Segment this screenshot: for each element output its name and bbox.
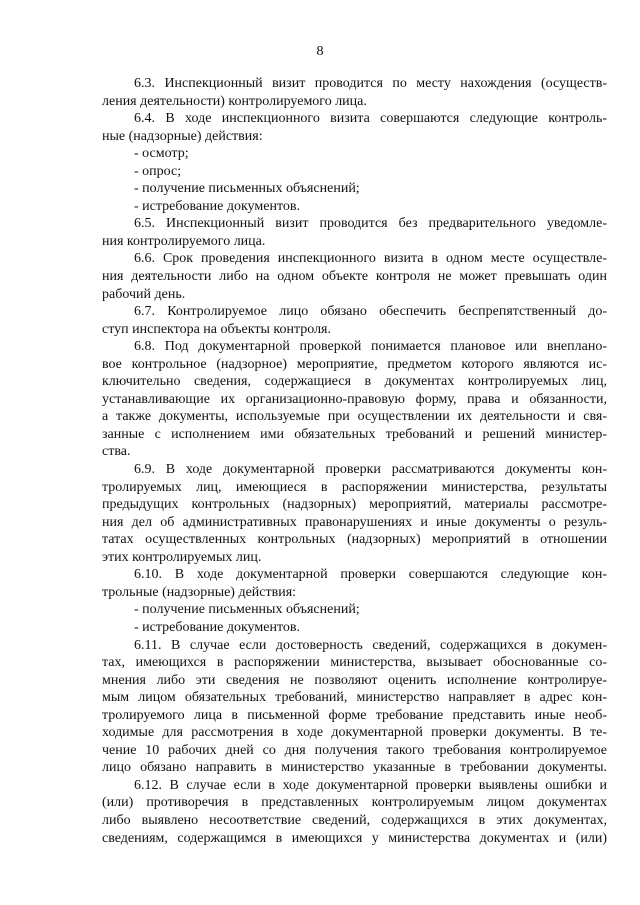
paragraph-line: тролируемого лица в письменной форме требование представить иные необ- [102,707,607,723]
paragraph-first-line: 6.11. В случае если достоверность сведений, содержащихся в докумен- [134,637,607,653]
paragraph-line: ния дел об административных правонарушениях и иные документы о резуль- [102,514,607,530]
paragraph-line: тах, имеющихся в распоряжении министерства, вызывает обоснованные со- [102,655,607,671]
paragraph-line: этих контролируемых лиц. [102,549,262,565]
paragraph-first-line: 6.10. В ходе документарной проверки совершаются следующие кон- [134,567,607,583]
paragraph-line: мым лицом обязательных требований, министерство направляет в адрес кон- [102,690,607,706]
paragraph-line: ния деятельности либо на одном объекте контроля не может превышать один [102,269,607,285]
paragraph-first-line: 6.12. В случае если в ходе документарной проверки выявлены ошибки и [134,777,607,793]
paragraph-line: лицо обязано направить в министерство указанные в требовании документы. [102,760,607,776]
list-item: - истребование документов. [134,619,300,635]
paragraph-line: татах осуществленных контрольных (надзорных) мероприятий в отношении [102,532,607,548]
paragraph-line: трольные (надзорные) действия: [102,584,297,600]
paragraph-line: либо выявлено несоответствие сведений, содержащихся в этих документах, [102,812,607,828]
paragraph-line: ства. [102,444,131,460]
paragraph-line: сведениям, содержащимся в имеющихся у министерства документах и (или) [102,830,607,846]
paragraph-line: ния контролируемого лица. [102,233,266,249]
paragraph-line: вое контрольное (надзорное) мероприятие, предметом которого являются ис- [102,356,607,372]
paragraph-line: ходимые для рассмотрения в ходе документарной проверки документы. В те- [102,725,607,741]
paragraph-first-line: 6.7. Контролируемое лицо обязано обеспечить беспрепятственный до- [134,304,607,320]
page-number: 8 [316,44,324,59]
paragraph-first-line: 6.3. Инспекционный визит проводится по месту нахождения (осуществ- [134,76,607,91]
list-item: - получение письменных объяснений; [134,181,360,197]
paragraph-line: устанавливающие их организационно-правовую форму, права и обязанности, [102,391,607,407]
paragraph-first-line: 6.4. В ходе инспекционного визита совершаются следующие контроль- [134,111,607,127]
paragraph-line: занные с исполнением ими обязательных требований и решений министер- [102,426,607,442]
paragraph-first-line: 6.8. Под документарной проверкой понимается плановое или внеплано- [134,339,607,355]
paragraph-first-line: 6.9. В ходе документарной проверки рассматриваются документы кон- [134,462,607,478]
body-text [102,75,607,847]
list-item: - истребование документов. [134,198,300,214]
paragraph-line: ления деятельности) контролируемого лица. [102,93,367,109]
paragraph-line: рабочий день. [102,286,186,302]
paragraph-line: чение 10 рабочих дней со дня получения такого требования контролируемое [102,742,607,758]
paragraph-line: предыдущих контрольных (надзорных) мероприятий, материалы рассмотре- [102,497,607,513]
paragraph-line: тролируемых лиц, имеющиеся в распоряжении министерства, результаты [102,479,607,495]
paragraph-line: (или) противоречия в представленных контролируемым лицом документах [102,795,607,811]
paragraph-line: ключительно сведения, содержащиеся в документах контролируемых лиц, [102,374,607,390]
list-item: - получение письменных объяснений; [134,602,360,618]
paragraph-line: мнения либо эти сведения не позволяют оценить исполнение контролируе- [102,672,607,688]
paragraph-first-line: 6.5. Инспекционный визит проводится без предварительного уведомле- [134,216,607,232]
paragraph-line: ступ инспектора на объекты контроля. [102,321,331,337]
list-item: - осмотр; [134,146,189,162]
paragraph-line: а также документы, используемые при осуществлении их деятельности и свя- [102,409,607,425]
paragraph-first-line: 6.6. Срок проведения инспекционного визита в одном месте осуществле- [134,251,607,267]
paragraph-line: ные (надзорные) действия: [102,128,263,144]
list-item: - опрос; [134,163,182,179]
